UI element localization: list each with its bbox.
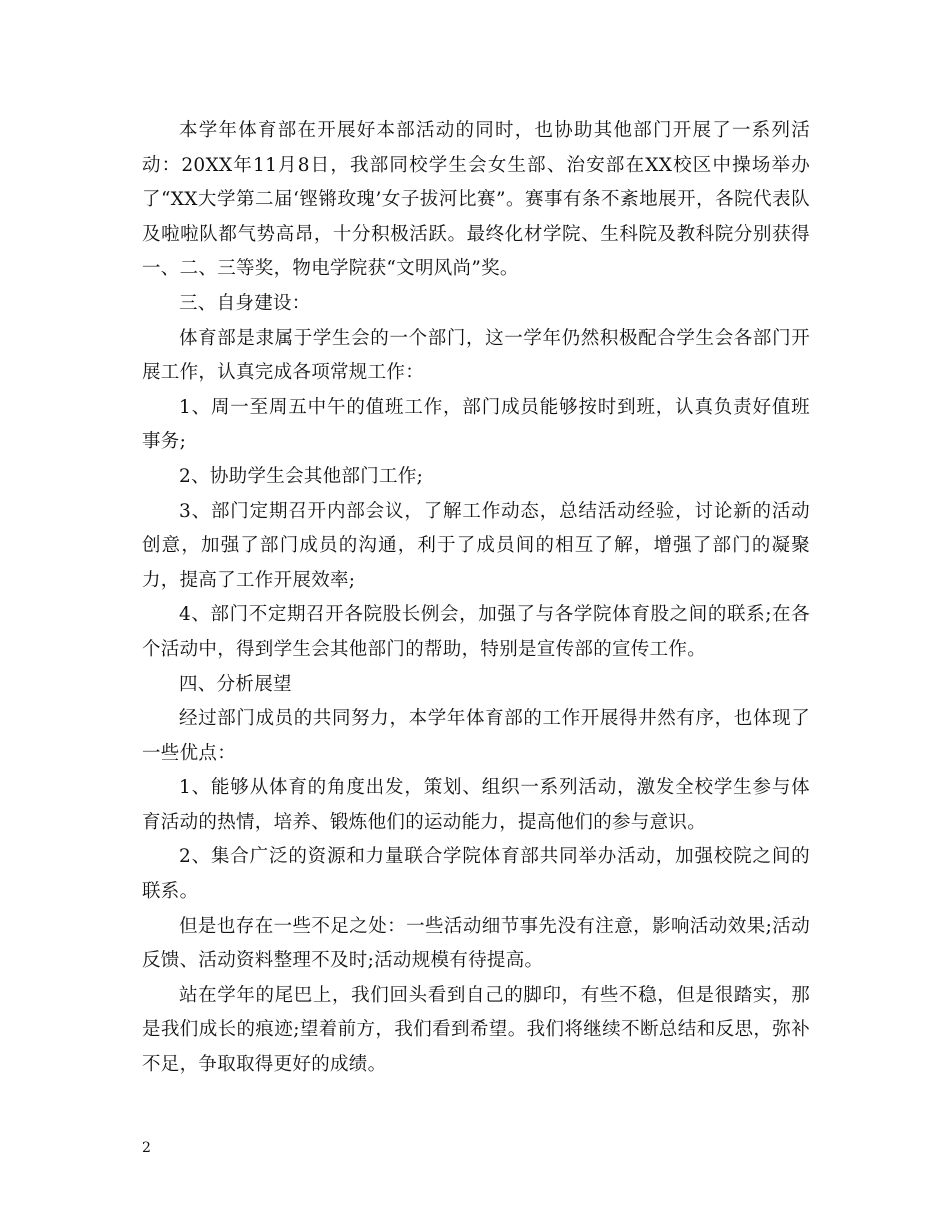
list-item-assist: 2、协助学生会其他部门工作; [179,465,424,487]
paragraph-activities: 本学年体育部在开展好本部活动的同时，也协助其他部门开展了一系列活动：20XX年11月8日，我部同校学生会女生部、治安部在XX校区中操场举办了“XX大学第二届‘铿锵玫瑰’女子拔河比赛”。赛事有条不紊地展开，各院代表队及啦啦队都气势高昂，十分积极活跃。最终化材学院、生科院及教科院分别获得一、二、三等奖，物电学院获“文明风尚”奖。 [142,120,810,280]
section-heading-analysis: 四、分析展望 [179,673,292,695]
list-item-strength-2: 2、集合广泛的资源和力量联合学院体育部共同举办活动，加强校院之间的联系。 [142,846,810,903]
list-item-liaison: 4、部门不定期召开各院股长例会，加强了与各学院体育股之间的联系;在各个活动中，得到学生会其他部门的帮助，特别是宣传部的宣传工作。 [142,604,810,660]
paragraph-shortcomings: 但是也存在一些不足之处：一些活动细节事先没有注意，影响活动效果;活动反馈、活动资料整理不及时;活动规模有待提高。 [142,915,810,972]
list-item-meetings: 3、部门定期召开内部会议，了解工作动态，总结活动经验，讨论新的活动创意，加强了部门成员的沟通，利于了成员间的相互了解，增强了部门的凝聚力，提高了工作开展效率; [142,500,810,591]
paragraph-strengths-intro: 经过部门成员的共同努力，本学年体育部的工作开展得井然有序，也体现了一些优点： [142,708,810,764]
list-item-duty: 1、周一至周五中午的值班工作，部门成员能够按时到班，认真负责好值班事务; [142,396,810,453]
document-body [142,114,810,1083]
paragraph-department-intro: 体育部是隶属于学生会的一个部门，这一学年仍然积极配合学生会各部门开展工作，认真完成各项常规工作： [142,327,810,384]
list-item-strength-1: 1、能够从体育的角度出发，策划、组织一系列活动，激发全校学生参与体育活动的热情，培养、锻炼他们的运动能力，提高他们的参与意识。 [142,777,810,833]
page-number: 2 [142,1140,151,1156]
section-heading-self-building: 三、自身建设： [179,292,311,314]
paragraph-conclusion: 站在学年的尾巴上，我们回头看到自己的脚印，有些不稳，但是很踏实，那是我们成长的痕迹;望着前方，我们看到希望。我们将继续不断总结和反思，弥补不足，争取取得更好的成绩。 [142,984,810,1076]
